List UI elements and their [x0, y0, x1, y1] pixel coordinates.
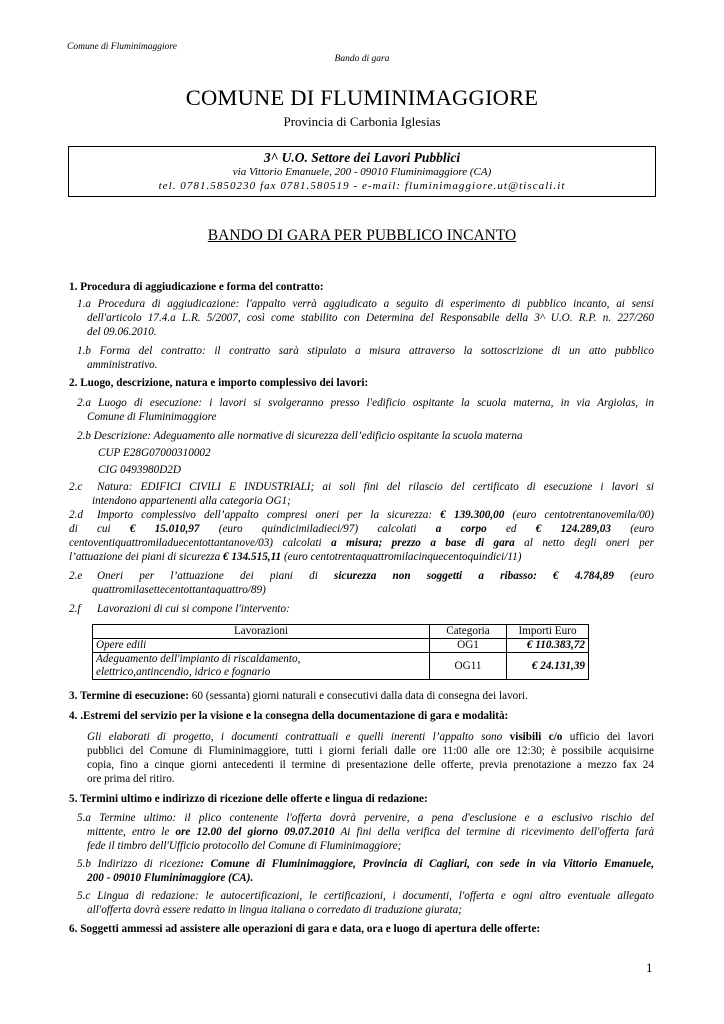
s1b-line2: amministrativo. — [87, 359, 158, 371]
bando-title: BANDO DI GARA PER PUBBLICO INCANTO — [207, 227, 517, 244]
section-3 — [69, 689, 528, 703]
table-cell-categoria: OG11 — [430, 653, 507, 680]
s5c-line2: all'offerta dovrà essere redatto in lingua italiana o corredato di traduzione giurata; — [87, 904, 462, 916]
s2d-line2: di cui € 15.010,97 (euro quindicimiladieci/97) calcolati a corpo ed € 124.289,03 (euro — [69, 523, 655, 535]
s2c-number: 2.c — [69, 481, 83, 493]
table-cell-lavorazione: Opere edili — [93, 639, 430, 653]
section-6-heading: 6. Soggetti ammessi ad assistere alle operazioni di gara e data, ora e luogo di apertura delle offerte: — [69, 923, 541, 935]
s2f-line: Lavorazioni di cui si compone l'intervento: — [97, 603, 290, 615]
s2e-line1: Oneri per l’attuazione dei piani di sicurezza non soggetti a ribasso: € 4.784,89 (euro — [97, 570, 654, 582]
s5b-line2: 200 - 09010 Fluminimaggiore (CA). — [87, 872, 254, 884]
s1a-line3: del 09.06.2010. — [87, 326, 157, 338]
s4-line1: Gli elaborati di progetto, i documenti contrattuali e quelli inerenti l’appalto sono visibili c/o ufficio dei lavori — [87, 731, 654, 743]
s4-line4: ore prima del ritiro. — [87, 773, 175, 785]
s1a-line1: 1.a Procedura di aggiudicazione: l'appalto verrà aggiudicato a seguito di esperimento di pubblico incanto, ai sensi — [77, 298, 654, 310]
works-table — [92, 624, 589, 680]
office-box — [68, 146, 656, 197]
table-header-cell: Importi Euro — [507, 625, 589, 639]
s1b-line1: 1.b Forma del contratto: il contratto sarà stipulato a misura attraverso la sottoscrizione di un atto pubblico — [77, 345, 654, 357]
table-row — [93, 653, 589, 680]
s2d-line3: centoventiquattromiladuecentottantanove/03) calcolati a misura; prezzo a base di gara al netto degli oneri per — [69, 537, 654, 549]
section-3-text: 60 (sessanta) giorni naturali e consecutivi dalla data di consegna dei lavori. — [188, 690, 528, 702]
section-1-heading: 1. Procedura di aggiudicazione e forma del contratto: — [69, 281, 324, 293]
table-cell-importo: € 110.383,72 — [507, 639, 589, 653]
office-address: via Vittorio Emanuele, 200 - 09010 Fluminimaggiore (CA) — [232, 166, 492, 178]
s2e-number: 2.e — [69, 570, 83, 582]
page-subtitle: Provincia di Carbonia Iglesias — [283, 114, 441, 129]
s2e-line2: quattromilasettecentottantaquattro/89) — [92, 584, 266, 596]
section-4-heading: 4. .Estremi del servizio per la visione e la consegna della documentazione di gara e modalità: — [69, 710, 509, 722]
office-contacts: tel. 0781.5850230 fax 0781.580519 - e-mail: fluminimaggiore.ut@tiscali.it — [158, 180, 566, 192]
page-title: COMUNE DI FLUMINIMAGGIORE — [185, 85, 539, 110]
table-row — [93, 639, 589, 653]
s5c-line1: 5.c Lingua di redazione: le autocertificazioni, le certificazioni, i documenti, l'offerta e ogni altro eventuale allegato — [77, 890, 654, 902]
table-header-row — [93, 625, 589, 639]
table-cell-lavorazione: Adeguamento dell'impianto di riscaldamento, elettrico,antincendio, idrico e fognario — [93, 653, 430, 680]
s2d-number: 2.d — [69, 509, 83, 521]
s5a-line2: mittente, entro le ore 12.00 del giorno 09.07.2010 Ai fini della verifica del termine di ricevimento dell'offerta farà — [87, 826, 654, 838]
section-2-heading: 2. Luogo, descrizione, natura e importo complessivo dei lavori: — [69, 377, 369, 389]
s4-line2: pubblici del Comune di Fluminimaggiore, tutti i giorni feriali dalle ore 11:00 alle ore 12:30; è possibile acquisirne — [87, 745, 654, 757]
s2f-number: 2.f — [69, 603, 81, 615]
page-number: 1 — [646, 960, 653, 975]
s2d-line4: l’attuazione dei piani di sicurezza € 134.515,11 (euro centotrentaquattromilacinquecentoquindici/11) — [69, 551, 522, 563]
s2b-cup: CUP E28G07000310002 — [98, 447, 211, 459]
section-3-heading: 3. Termine di esecuzione: — [69, 690, 189, 702]
running-header-center: Bando di gara — [334, 54, 390, 64]
s2c-line1: Natura: EDIFICI CIVILI E INDUSTRIALI; ai soli fini del rilascio del certificato di esecuzione i lavori si — [97, 481, 654, 493]
s5a-line3: fede il timbro dell'Ufficio protocollo del Comune di Fluminimaggiore; — [87, 840, 402, 852]
table-cell-categoria: OG1 — [430, 639, 507, 653]
s2d-line1: Importo complessivo dell’appalto compresi oneri per la sicurezza: € 139.300,00 (euro centotrentanovemila/00) — [97, 509, 654, 521]
s2c-line2: intendono appartenenti alla categoria OG1; — [92, 495, 291, 507]
s2b-line: 2.b Descrizione: Adeguamento alle normative di sicurezza dell’edificio ospitante la scuola materna — [77, 430, 523, 442]
s2a-line1: 2.a Luogo di esecuzione: i lavori si svolgeranno presso l'edificio ospitante la scuola materna, in via Argiolas, in — [77, 397, 654, 409]
s4-line3: copia, fino a cinque giorni antecedenti il termine di presentazione delle offerte, previa prenotazione a mezzo fax 24 — [87, 759, 654, 771]
s1a-line2: dell'articolo 17.4.a L.R. 5/2007, così come stabilito con Determina del Responsabile della 3^ U.O. R.P. n. 227/260 — [87, 312, 654, 324]
s2b-cig: CIG 0493980D2D — [98, 464, 181, 476]
s5a-line1: 5.a Termine ultimo: il plico contenente l'offerta dovrà pervenire, a pena d'esclusione e a esclusivo rischio del — [77, 812, 654, 824]
s2a-line2: Comune di Fluminimaggiore — [87, 411, 217, 423]
running-header-left: Comune di Fluminimaggiore — [67, 42, 177, 52]
s5b-line1: 5.b Indirizzo di ricezione: Comune di Fluminimaggiore, Provincia di Cagliari, con sede in via Vittorio Emanuele, — [77, 858, 654, 870]
table-header-cell: Lavorazioni — [93, 625, 430, 639]
section-5-heading: 5. Termini ultimo e indirizzo di ricezione delle offerte e lingua di redazione: — [69, 793, 428, 805]
table-header-cell: Categoria — [430, 625, 507, 639]
table-cell-importo: € 24.131,39 — [507, 653, 589, 680]
office-name: 3^ U.O. Settore dei Lavori Pubblici — [263, 150, 461, 165]
